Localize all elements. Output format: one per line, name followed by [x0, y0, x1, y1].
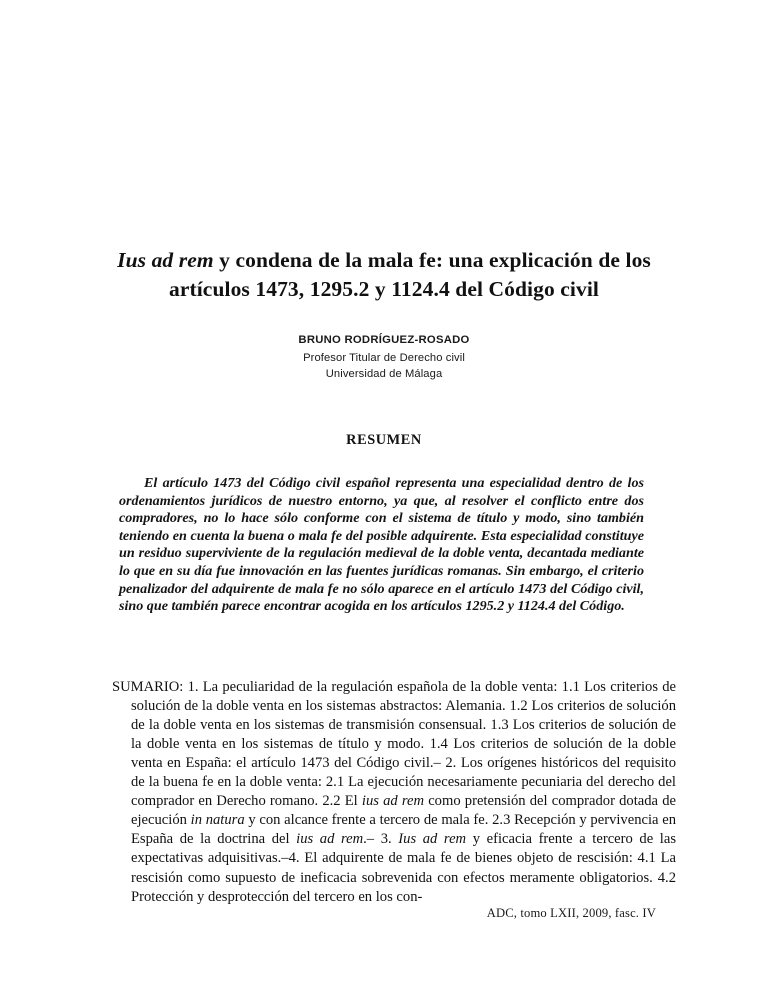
- abstract-text: El artículo 1473 del Código civil español representa una especialidad dentro de los ordenamientos jurídicos de nuestro entorno, ya que, al resolver el conflicto entre dos compradores, no lo hace sólo conforme con el sistema de título y modo, sino también teniendo en cuenta la buena o mala fe del posible adquirente. Esta especialidad constituye un residuo superviviente de la regulación medieval de la doble venta, decantada mediante lo que en su día fue innovación en las fuentes jurídicas romanas. Sin embargo, el criterio penalizador del adquirente de mala fe no sólo aparece en el artículo 1473 del Código civil, sino que también parece encontrar acogida en los artículos 1295.2 y 1124.4 del Código.: [119, 475, 644, 615]
- author-role: Profesor Titular de Derecho civil: [303, 352, 465, 364]
- title-italic-term: Ius ad rem: [117, 248, 214, 273]
- sumario-label: SUMARIO:: [112, 678, 184, 695]
- sumario-italic-term: ius ad rem: [296, 831, 364, 848]
- page-title: [112, 246, 656, 303]
- sumario-text: y con alcance frente a tercero de mala fe. 2.3 Recepción y pervivencia en España de la doctrina del: [131, 812, 677, 848]
- author-block: [112, 333, 656, 382]
- sumario-text: 1. La peculiaridad de la regulación española de la doble venta: 1.1 Los criterios de solución de la doble venta en los sistemas abstractos: Alemania. 1.2 Los criterios de solución de la doble venta en los sistemas de transmisión consensual. 1.3 Los criterios de solución de la doble venta en los sistemas de título y modo. 1.4 Los criterios de solución de la doble venta en España: el artículo 1473 del Código civil.– 2. Los orígenes históricos del requisito de la buena fe en la doble venta: 2.1 La ejecución necesariamente pecuniaria del derecho del comprador en Derecho romano. 2.2 El: [131, 678, 676, 810]
- sumario-italic-term: in natura: [190, 812, 245, 829]
- author-affiliation: Universidad de Málaga: [325, 367, 443, 380]
- page-footer: ADC, tomo LXII, 2009, fasc. IV: [486, 906, 656, 920]
- sumario-body: [131, 679, 676, 905]
- sumario-italic-term: ius ad rem: [361, 793, 425, 810]
- abstract-heading: RESUMEN: [346, 432, 422, 448]
- author-name: BRUNO RODRÍGUEZ-ROSADO: [298, 334, 470, 346]
- title-remainder: y condena de la mala fe: una explicación de los artículos 1473, 1295.2 y 1124.4 del Código civil: [168, 248, 651, 301]
- sumario-text: como pretensión del comprador dotada de ejecución: [131, 793, 676, 829]
- sumario-text: y eficacia frente a tercero de las expectativas adquisitivas.–4. El adquirente de mala fe de bienes objeto de rescisión: 4.1 La rescisión como supuesto de ineficacia sobrevenida con efectos meramente obligatorios. 4.2 Protección y desprotección del tercero en los con-: [131, 831, 677, 905]
- sumario-text: .– 3.: [363, 831, 399, 848]
- table-of-contents: [112, 678, 676, 907]
- sumario-italic-term: Ius ad rem: [398, 831, 467, 848]
